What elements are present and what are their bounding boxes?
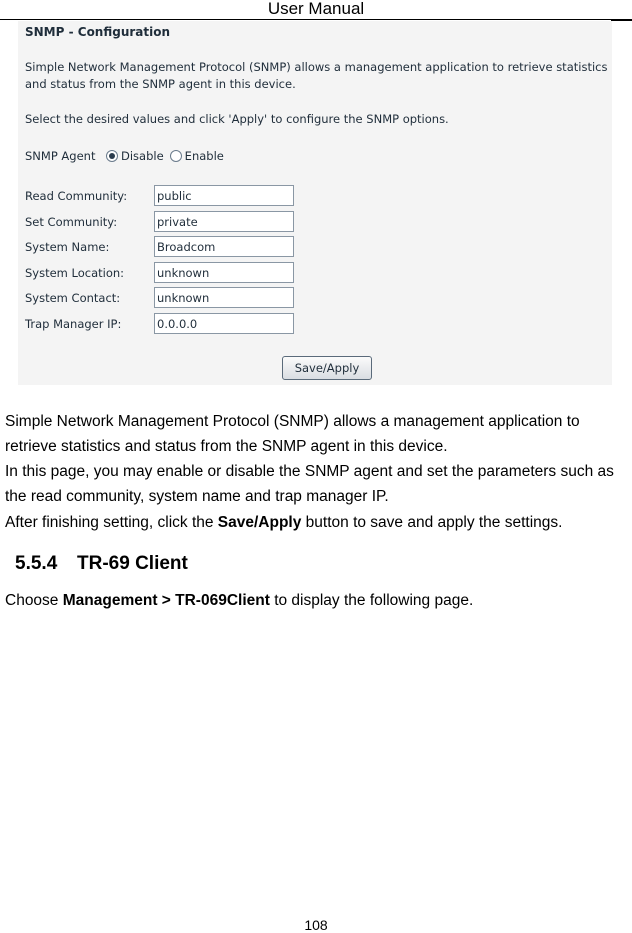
snmp-agent-label: SNMP Agent (25, 149, 96, 163)
header-rule-accent (611, 19, 632, 21)
snmp-agent-enable-radio[interactable] (170, 150, 182, 162)
snmp-config-screenshot (18, 21, 612, 385)
page-description: Simple Network Management Protocol (SNMP) allows a management application to retrieve statistics and status from the SNMP agent in this device. (25, 60, 608, 91)
page-number: 108 (304, 917, 328, 933)
trap-manager-ip-input[interactable] (154, 313, 294, 334)
paragraph-save (5, 510, 630, 535)
menu-path-term: Management > TR-069Client (62, 592, 270, 609)
set-community-input[interactable] (154, 211, 294, 232)
paragraph-settings: In this page, you may enable or disable the SNMP agent and set the parameters such as the read community, system name and trap manager IP. (5, 463, 614, 505)
save-apply-term: Save/Apply (217, 514, 302, 531)
snmp-agent-radio-group (106, 149, 230, 163)
header-rule (0, 19, 632, 20)
system-name-label: System Name: (25, 240, 110, 254)
read-community-input[interactable] (154, 185, 294, 206)
system-location-label: System Location: (25, 266, 125, 280)
paragraph-intro: Simple Network Management Protocol (SNMP) allows a management application to retrieve statistics and status from the SNMP agent in this device. (5, 413, 580, 455)
snmp-agent-disable-radio[interactable] (106, 150, 118, 162)
snmp-agent-disable-label: Disable (121, 149, 164, 163)
system-contact-input[interactable] (154, 287, 294, 308)
page-instruction: Select the desired values and click 'Apply' to configure the SNMP options. (25, 112, 449, 126)
section-heading (15, 553, 188, 575)
paragraph-choose (5, 588, 630, 613)
trap-manager-ip-label: Trap Manager IP: (25, 317, 122, 331)
system-contact-label: System Contact: (25, 291, 121, 305)
system-name-input[interactable] (154, 236, 294, 257)
save-apply-button[interactable]: Save/Apply (282, 356, 372, 380)
header-title: User Manual (267, 0, 365, 18)
section-title: TR-69 Client (77, 553, 188, 574)
read-community-label: Read Community: (25, 189, 128, 203)
snmp-agent-enable-label: Enable (184, 149, 224, 163)
page-title: SNMP - Configuration (25, 25, 171, 39)
system-location-input[interactable] (154, 262, 294, 283)
paragraph-choose-post: to display the following page. (269, 592, 474, 609)
set-community-label: Set Community: (25, 215, 118, 229)
section-number: 5.5.4 (15, 553, 58, 574)
paragraph-choose-pre: Choose (5, 592, 63, 609)
paragraph-save-post: button to save and apply the settings. (301, 514, 563, 531)
paragraph-save-pre: After finishing setting, click the (5, 514, 218, 531)
